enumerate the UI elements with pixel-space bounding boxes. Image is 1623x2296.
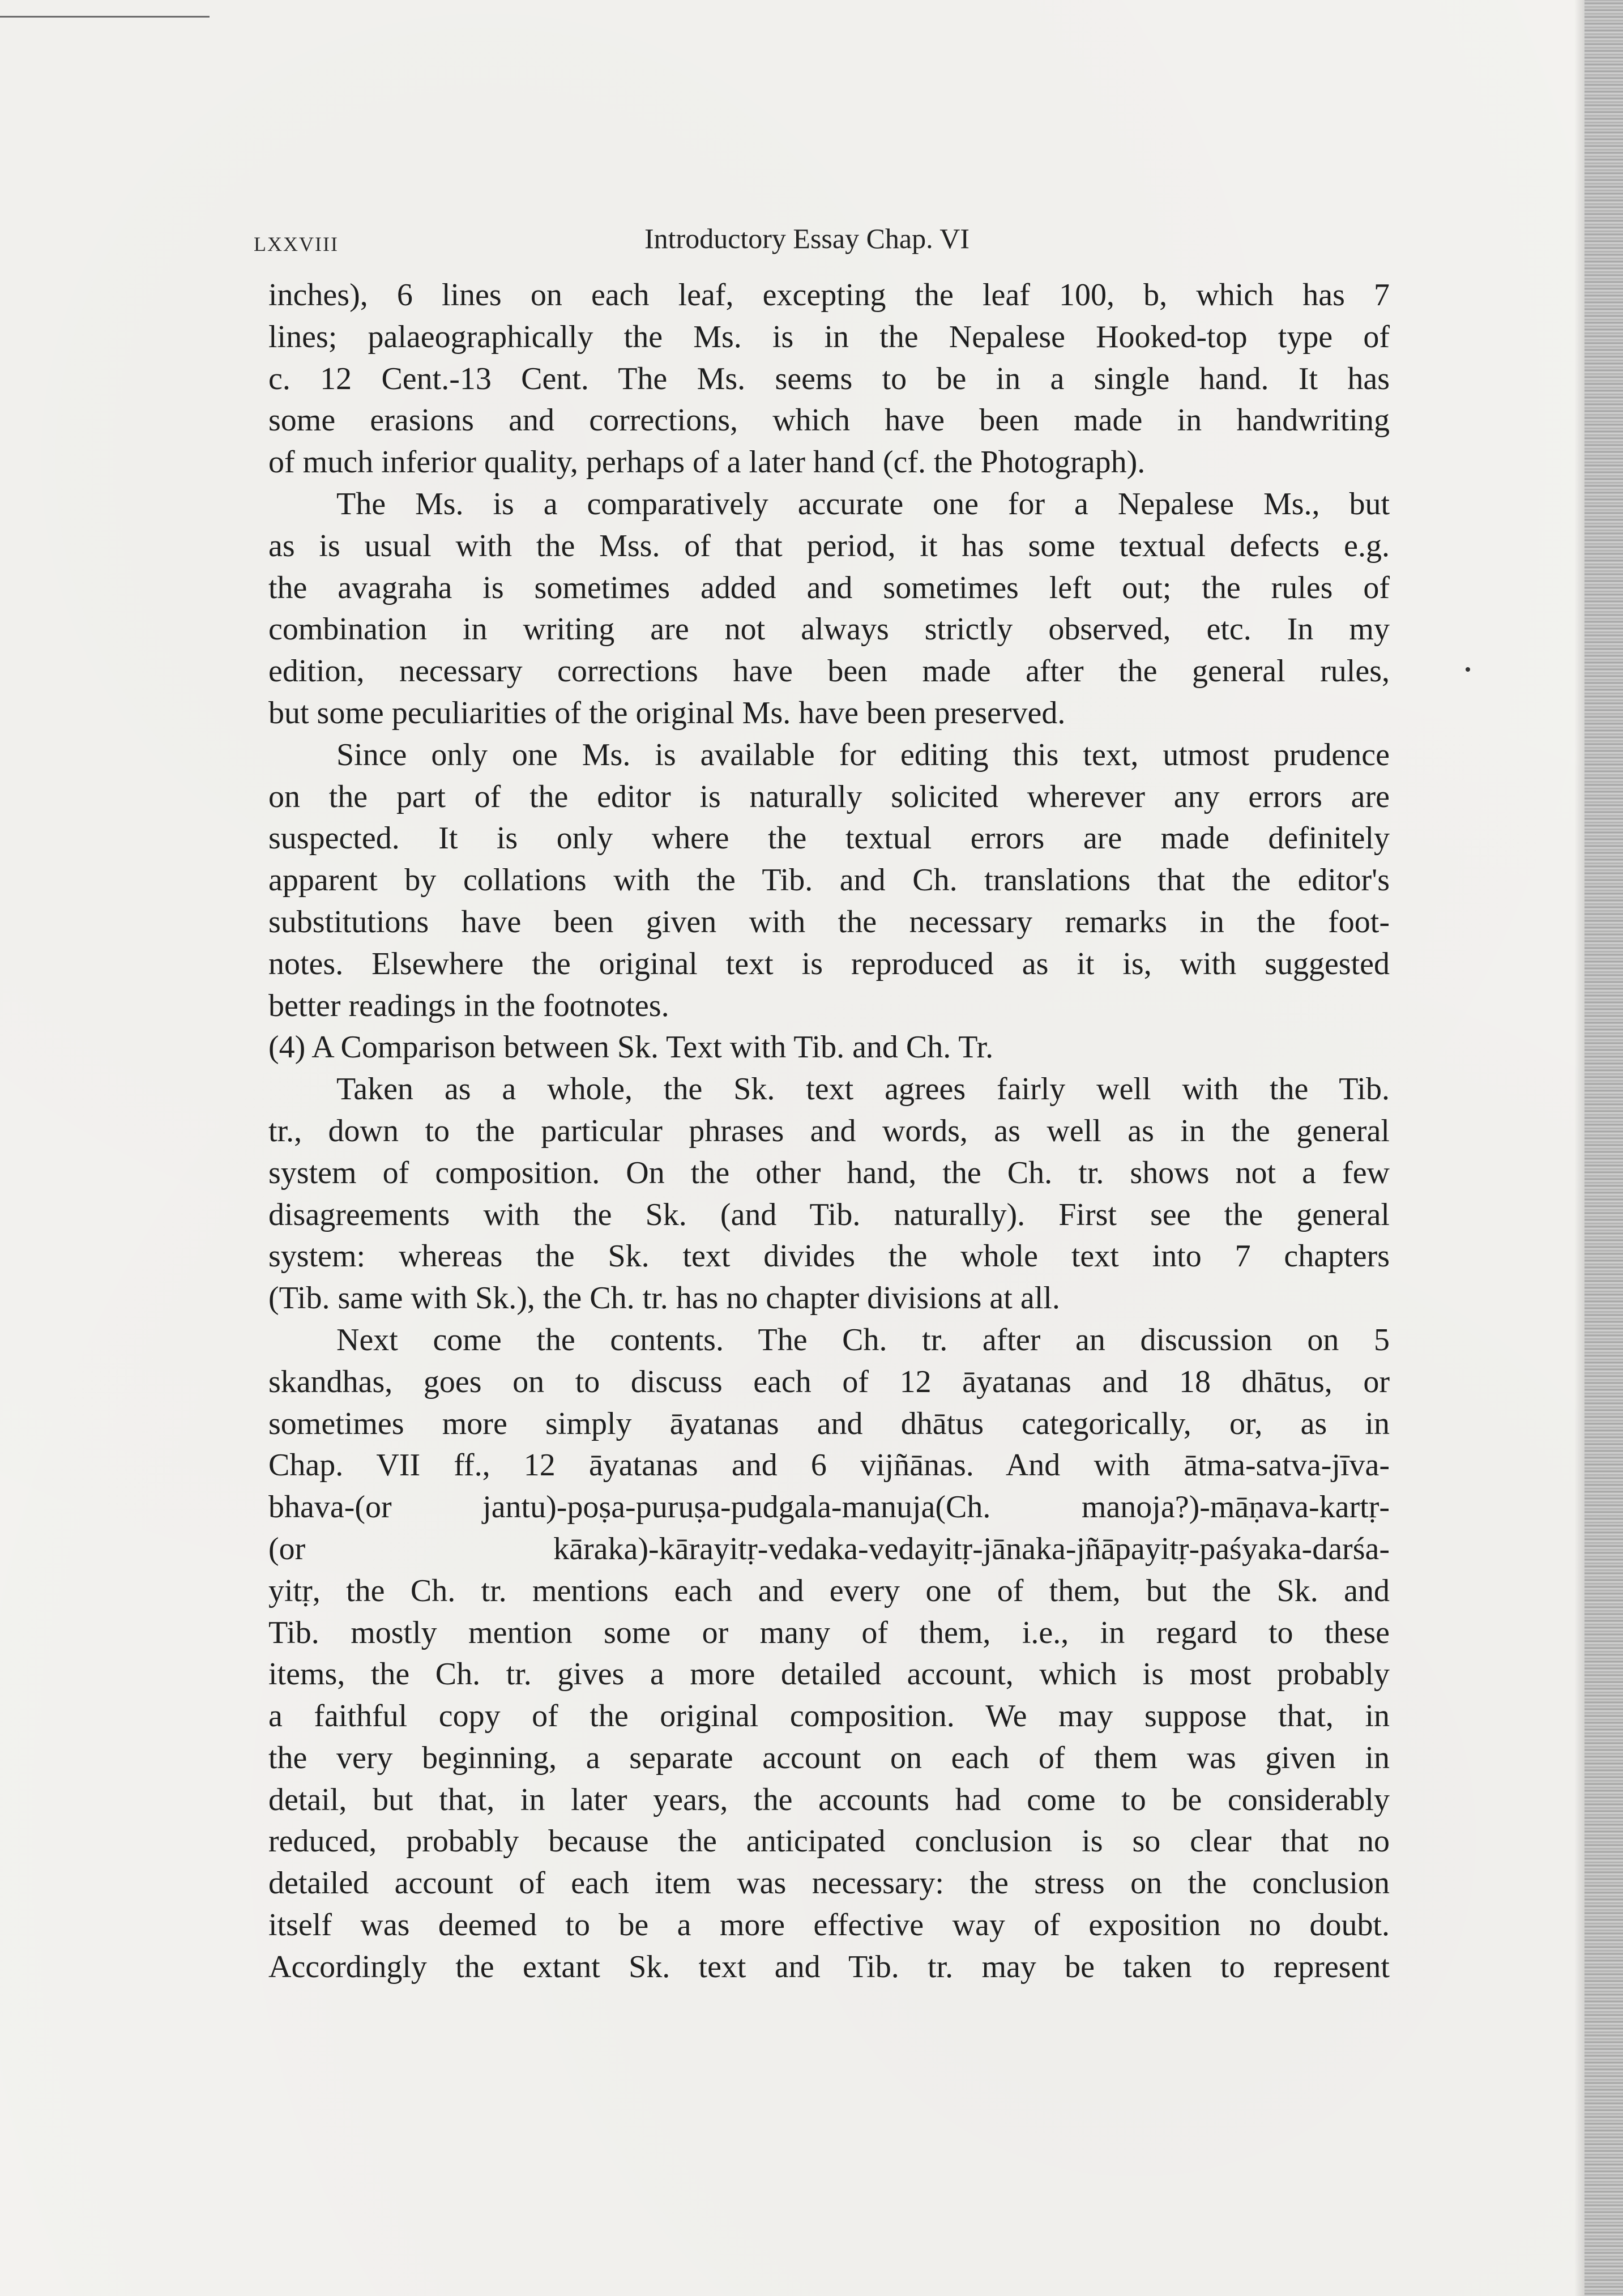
text-line: items, the Ch. tr. gives a more detailed account, which is most probably (268, 1657, 1390, 1692)
text-line: Tib. mostly mention some or many of them, i.e., in regard to these (268, 1615, 1390, 1650)
text-line: yitṛ, the Ch. tr. mentions each and every one of them, but the Sk. and (268, 1573, 1390, 1608)
text-line: Next come the contents. The Ch. tr. after an discussion on 5 (336, 1322, 1390, 1358)
text-line: tr., down to the particular phrases and words, as well as in the general (268, 1113, 1390, 1149)
text-line: substitutions have been given with the necessary remarks in the foot- (268, 904, 1390, 940)
text-line: detailed account of each item was necessary: the stress on the conclusion (268, 1866, 1390, 1901)
text-line: (Tib. same with Sk.), the Ch. tr. has no chapter divisions at all. (268, 1281, 1060, 1316)
text-line: but some peculiarities of the original Ms. have been preserved. (268, 695, 1066, 731)
text-line: lines; palaeographically the Ms. is in the Nepalese Hooked-top type of (268, 319, 1390, 355)
text-line: skandhas, goes on to discuss each of 12 āyatanas and 18 dhātus, or (268, 1364, 1390, 1399)
text-line: Taken as a whole, the Sk. text agrees fairly well with the Tib. (336, 1072, 1390, 1107)
text-line: on the part of the editor is naturally solicited wherever any errors are (268, 779, 1390, 814)
page-number: LXXVIII (254, 233, 339, 255)
text-line: the very beginning, a separate account on each of them was given in (268, 1740, 1390, 1776)
text-line: notes. Elsewhere the original text is reproduced as it is, with suggested (268, 946, 1390, 981)
text-line: combination in writing are not always strictly observed, etc. In my (268, 612, 1390, 647)
text-line: The Ms. is a comparatively accurate one for a Nepalese Ms., but (336, 486, 1390, 522)
ink-speck (1466, 667, 1470, 672)
text-line: inches), 6 lines on each leaf, excepting the leaf 100, b, which has 7 (268, 278, 1390, 313)
page-edge (1584, 0, 1623, 2296)
text-line: as is usual with the Mss. of that period, it has some textual defects e.g. (268, 528, 1390, 564)
text-line: system of composition. On the other hand, the Ch. tr. shows not a few (268, 1155, 1390, 1190)
section-heading: (4) A Comparison between Sk. Text with Tib. and Ch. Tr. (268, 1030, 994, 1065)
binding-shadow (1574, 0, 1584, 2296)
body-text (268, 275, 1390, 1988)
text-line: some erasions and corrections, which have been made in handwriting (268, 403, 1390, 438)
text-line: (or kāraka)-kārayitṛ-vedaka-vedayitṛ-jānaka-jñāpayitṛ-paśyaka-darśa- (268, 1531, 1390, 1567)
text-line: better readings in the footnotes. (268, 988, 669, 1023)
text-line: detail, but that, in later years, the accounts had come to be considerably (268, 1782, 1390, 1817)
text-line: suspected. It is only where the textual errors are made definitely (268, 821, 1390, 856)
text-line: system: whereas the Sk. text divides the whole text into 7 chapters (268, 1239, 1390, 1274)
text-line: Since only one Ms. is available for editing this text, utmost prudence (336, 737, 1390, 773)
text-line: the avagraha is sometimes added and sometimes left out; the rules of (268, 570, 1390, 605)
text-line: a faithful copy of the original composition. We may suppose that, in (268, 1698, 1390, 1734)
text-line: sometimes more simply āyatanas and dhātus categorically, or, as in (268, 1406, 1390, 1441)
text-line: c. 12 Cent.-13 Cent. The Ms. seems to be in a single hand. It has (268, 361, 1390, 396)
text-line: Chap. VII ff., 12 āyatanas and 6 vijñānas. And with ātma-satva-jīva- (268, 1448, 1390, 1483)
text-line: bhava-(or jantu)-poṣa-puruṣa-pudgala-manuja(Ch. manoja?)-māṇava-kartṛ- (268, 1490, 1390, 1525)
text-line: apparent by collations with the Tib. and Ch. translations that the editor's (268, 863, 1390, 898)
text-line: of much inferior quality, perhaps of a later hand (cf. the Photograph). (268, 445, 1146, 480)
top-rule (0, 16, 210, 18)
text-line: Accordingly the extant Sk. text and Tib. tr. may be taken to represent (268, 1949, 1390, 1985)
text-line: reduced, probably because the anticipated conclusion is so clear that no (268, 1824, 1390, 1859)
text-line: edition, necessary corrections have been made after the general rules, (268, 654, 1390, 689)
text-line: disagreements with the Sk. (and Tib. naturally). First see the general (268, 1197, 1390, 1232)
running-title: Introductory Essay Chap. VI (644, 223, 969, 254)
text-line: itself was deemed to be a more effective way of exposition no doubt. (268, 1907, 1390, 1943)
running-header (254, 222, 1386, 262)
